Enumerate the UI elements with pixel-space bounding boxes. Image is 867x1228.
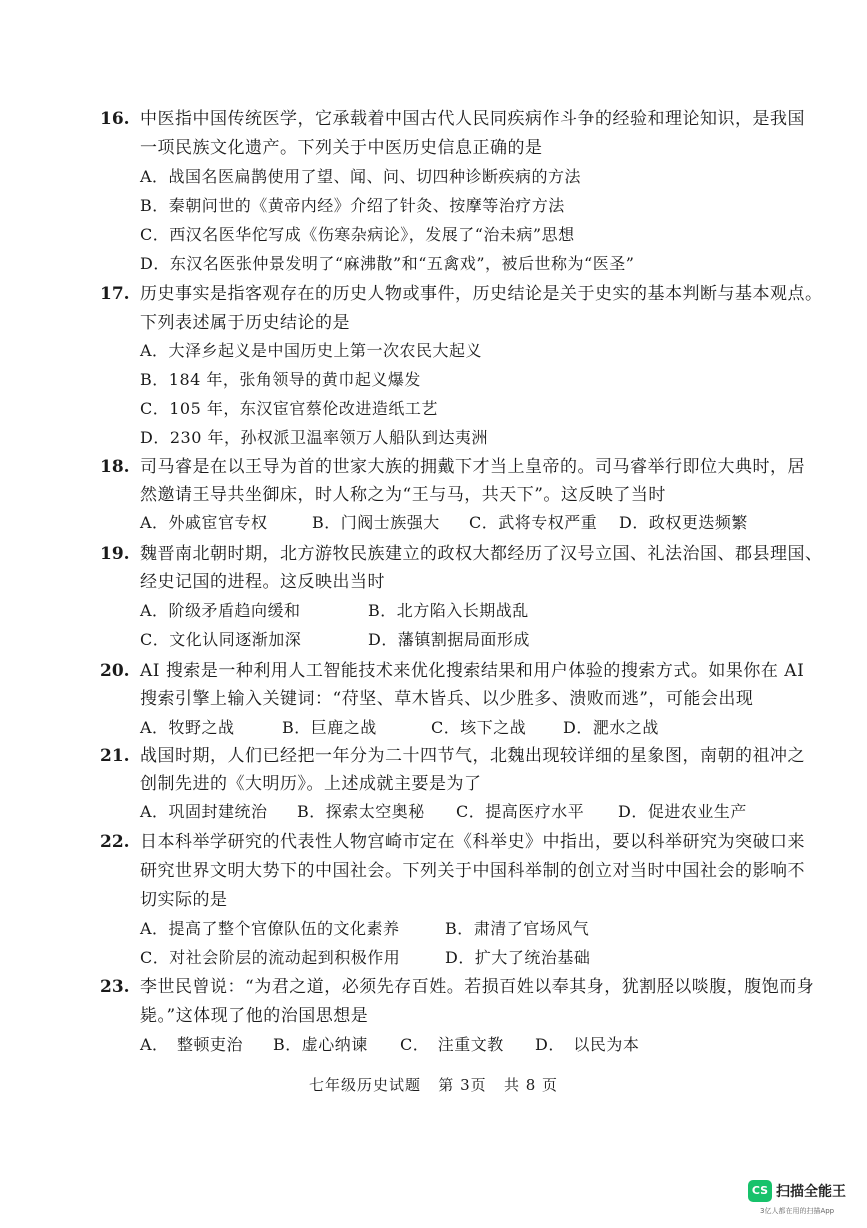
option-c: C．对社会阶层的流动起到积极作用 xyxy=(140,948,401,967)
question-stem-line: 一项民族文化遗产。下列关于中医历史信息正确的是 xyxy=(140,138,543,158)
option-a: A．巩固封建统治 xyxy=(140,802,268,821)
question-number: 23. xyxy=(100,977,130,997)
option-c: C．武将专权严重 xyxy=(469,513,598,532)
option-d: D．藩镇割据局面形成 xyxy=(368,630,530,649)
question-stem-line: 日本科举学研究的代表性人物宫崎市定在《科举史》中指出，要以科举研究为突破口来 xyxy=(140,832,805,852)
option-a: A．战国名医扁鹊使用了望、闻、问、切四种诊断疾病的方法 xyxy=(140,167,582,186)
watermark-tagline: 3亿人都在用的扫描App xyxy=(760,1207,835,1215)
question-stem-line: 下列表述属于历史结论的是 xyxy=(140,313,350,333)
footer-total: 共 8 页 xyxy=(503,1076,559,1094)
option-d: D． 以民为本 xyxy=(535,1035,640,1054)
camscanner-logo-icon: CS xyxy=(748,1180,772,1202)
option-c: C．文化认同逐渐加深 xyxy=(140,630,302,649)
page-footer xyxy=(0,1074,867,1095)
option-a: A．大泽乡起义是中国历史上第一次农民大起义 xyxy=(140,341,483,360)
watermark-app-name: 扫描全能王 xyxy=(776,1184,846,1200)
option-c: C．西汉名医华佗写成《伤寒杂病论》，发展了“治未病”思想 xyxy=(140,225,575,244)
option-b: B．秦朝问世的《黄帝内经》介绍了针灸、按摩等治疗方法 xyxy=(140,196,565,215)
footer-title: 七年级历史试题 xyxy=(308,1076,421,1094)
option-d: D．淝水之战 xyxy=(563,718,659,737)
footer-page: 第 3页 xyxy=(438,1076,487,1094)
question-stem-line: 魏晋南北朝时期，北方游牧民族建立的政权大都经历了汉号立国、礼法治国、郡县理国、 xyxy=(140,544,823,564)
question-stem-line: 经史记国的进程。这反映出当时 xyxy=(140,572,385,592)
option-d: D．东汉名医张仲景发明了“麻沸散”和“五禽戏”，被后世称为“医圣” xyxy=(140,254,635,273)
option-c: C．提高医疗水平 xyxy=(456,802,585,821)
question-stem-line: 创制先进的《大明历》。上述成就主要是为了 xyxy=(140,774,482,794)
question-number: 17. xyxy=(100,284,130,304)
option-b: B．探索太空奥秘 xyxy=(297,802,425,821)
question-stem-line: 中医指中国传统医学，它承载着中国古代人民同疾病作斗争的经验和理论知识，是我国 xyxy=(140,109,805,129)
option-d: D．扩大了统治基础 xyxy=(445,948,591,967)
question-number: 18. xyxy=(100,457,130,477)
option-a: A．外戚宦官专权 xyxy=(140,513,268,532)
question-number: 20. xyxy=(100,661,130,681)
scanner-watermark xyxy=(748,1178,858,1222)
question-stem-line: 战国时期，人们已经把一年分为二十四节气，北魏出现较详细的星象图，南朝的祖冲之 xyxy=(140,746,805,766)
question-stem-line: 司马睿是在以王导为首的世家大族的拥戴下才当上皇帝的。司马睿举行即位大典时，居 xyxy=(140,457,805,477)
question-number: 16. xyxy=(100,109,130,129)
question-stem-line: 研究世界文明大势下的中国社会。下列关于中国科举制的创立对当时中国社会的影响不 xyxy=(140,861,805,881)
question-stem-line: 然邀请王导共坐御床，时人称之为“王与马，共天下”。这反映了当时 xyxy=(140,485,666,505)
option-a: A．阶级矛盾趋向缓和 xyxy=(140,601,301,620)
option-d: D．促进农业生产 xyxy=(618,802,747,821)
option-a: A． 整顿吏治 xyxy=(140,1035,244,1054)
option-d: D．230 年，孙权派卫温率领万人船队到达夷洲 xyxy=(140,428,488,447)
option-a: A．牧野之战 xyxy=(140,718,235,737)
option-c: C．垓下之战 xyxy=(431,718,527,737)
option-b: B．肃清了官场风气 xyxy=(445,919,590,938)
option-c: C． 注重文教 xyxy=(400,1035,504,1054)
question-number: 22. xyxy=(100,832,130,852)
question-number: 19. xyxy=(100,544,130,564)
question-stem-line: 毙。”这体现了他的治国思想是 xyxy=(140,1006,369,1026)
question-number: 21. xyxy=(100,746,130,766)
option-b: B．184 年，张角领导的黄巾起义爆发 xyxy=(140,370,421,389)
question-stem-line: 搜索引擎上输入关键词：“苻坚、草木皆兵、以少胜多、溃败而逃”，可能会出现 xyxy=(140,689,754,709)
question-stem-line: 李世民曾说：“为君之道，必须先存百姓。若损百姓以奉其身，犹割胫以啖腹，腹饱而身 xyxy=(140,977,815,997)
question-stem-line: AI 搜索是一种利用人工智能技术来优化搜索结果和用户体验的搜索方式。如果你在 AI xyxy=(140,661,805,681)
question-stem-line: 切实际的是 xyxy=(140,890,228,910)
option-b: B．虚心纳谏 xyxy=(273,1035,368,1054)
option-a: A．提高了整个官僚队伍的文化素养 xyxy=(140,919,400,938)
option-b: B．门阀士族强大 xyxy=(312,513,440,532)
option-d: D．政权更迭频繁 xyxy=(619,513,748,532)
option-c: C．105 年，东汉宦官蔡伦改进造纸工艺 xyxy=(140,399,438,418)
question-stem-line: 历史事实是指客观存在的历史人物或事件，历史结论是关于史实的基本判断与基本观点。 xyxy=(140,284,823,304)
option-b: B．北方陷入长期战乱 xyxy=(368,601,529,620)
option-b: B．巨鹿之战 xyxy=(282,718,377,737)
